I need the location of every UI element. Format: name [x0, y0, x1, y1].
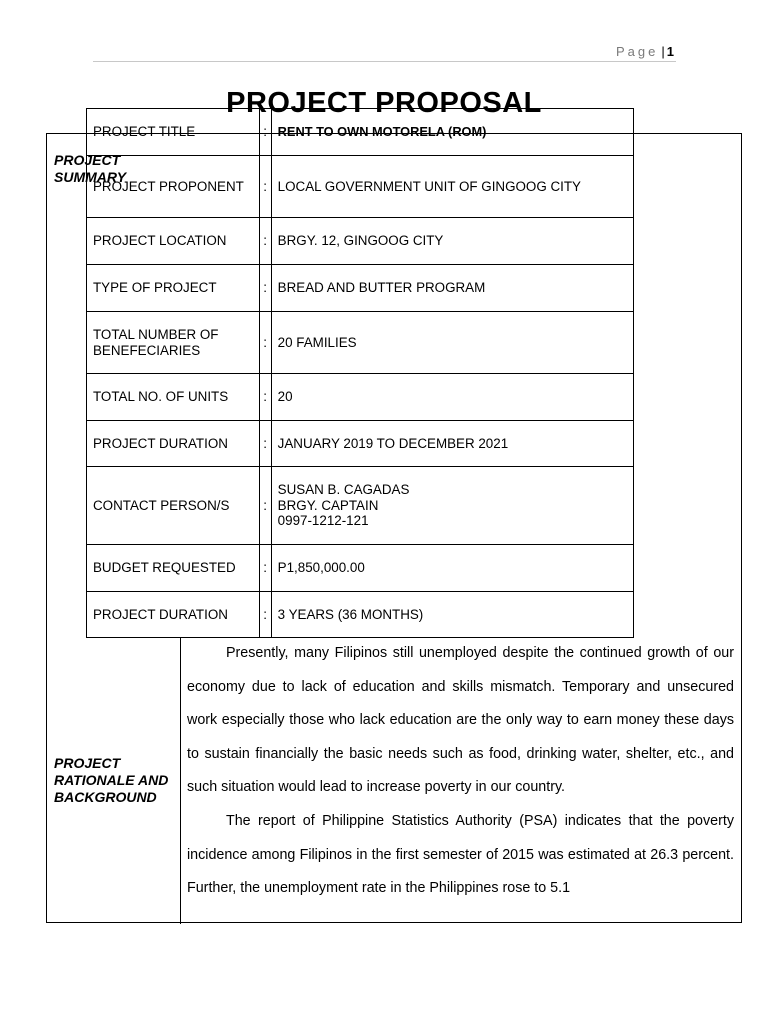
- row-colon: :: [259, 312, 271, 374]
- row-label: PROJECT LOCATION: [87, 218, 260, 265]
- row-value: 3 YEARS (36 MONTHS): [271, 592, 633, 638]
- row-colon: :: [259, 218, 271, 265]
- row-value-multiline: [271, 467, 633, 545]
- row-label: TOTAL NUMBER OF BENEFECIARIES: [87, 312, 260, 374]
- table-row: [87, 218, 634, 265]
- row-label: PROJECT PROPONENT: [87, 156, 260, 218]
- table-row: [87, 592, 634, 638]
- contact-position: BRGY. CAPTAIN: [277, 497, 379, 513]
- row-colon: :: [259, 374, 271, 421]
- rationale-text: [187, 637, 734, 906]
- row-colon: :: [259, 421, 271, 467]
- row-colon: :: [259, 467, 271, 545]
- row-value: RENT TO OWN MOTORELA (ROM): [271, 109, 633, 156]
- row-value: LOCAL GOVERNMENT UNIT OF GINGOOG CITY: [271, 156, 633, 218]
- row-label: PROJECT TITLE: [87, 109, 260, 156]
- contact-name: SUSAN B. CAGADAS: [277, 482, 410, 498]
- rationale-paragraph: Presently, many Filipinos still unemployed despite the continued growth of our economy due to lack of education and skills mismatch. Temporary and unsecured work especially those who lack education are the only way to earn money these days to sustain financially the basic needs such as food, drinking water, shelter, etc., and such situation would lead to increase poverty in our country.: [187, 645, 734, 796]
- document-title: PROJECT PROPOSAL: [226, 87, 542, 119]
- table-row: [87, 374, 634, 421]
- row-colon: :: [259, 592, 271, 638]
- table-row: [87, 156, 634, 218]
- section-divider: [180, 637, 181, 924]
- table-row: [87, 467, 634, 545]
- row-label: TOTAL NO. OF UNITS: [87, 374, 260, 421]
- page-separator: |: [661, 44, 665, 59]
- row-label: PROJECT DURATION: [87, 592, 260, 638]
- table-row: [87, 545, 634, 592]
- table-row: [87, 421, 634, 467]
- row-value: 20: [271, 374, 633, 421]
- row-value: JANUARY 2019 TO DECEMBER 2021: [271, 421, 633, 467]
- row-value: P1,850,000.00: [271, 545, 633, 592]
- row-label: TYPE OF PROJECT: [87, 265, 260, 312]
- project-summary-table: [86, 108, 634, 638]
- page-number-header: [616, 44, 674, 59]
- section-label-summary: PROJECT SUMMARY: [54, 152, 127, 185]
- row-colon: :: [259, 109, 271, 156]
- row-label: PROJECT DURATION: [87, 421, 260, 467]
- row-label: BUDGET REQUESTED: [87, 545, 260, 592]
- section-label-rationale: PROJECT RATIONALE AND BACKGROUND: [54, 755, 169, 805]
- row-colon: :: [259, 156, 271, 218]
- row-label: CONTACT PERSON/S: [87, 467, 260, 545]
- row-colon: :: [259, 545, 271, 592]
- row-value: BREAD AND BUTTER PROGRAM: [271, 265, 633, 312]
- row-colon: :: [259, 265, 271, 312]
- row-value: 20 FAMILIES: [271, 312, 633, 374]
- table-row: [87, 265, 634, 312]
- table-row: [87, 312, 634, 374]
- rationale-paragraph: The report of Philippine Statistics Authority (PSA) indicates that the poverty incidence among Filipinos in the first semester of 2015 was estimated at 26.3 percent. Further, the unemployment rate in the Philippines rose to 5.1: [187, 812, 734, 897]
- row-value: BRGY. 12, GINGOOG CITY: [271, 218, 633, 265]
- page-word: Page: [616, 44, 659, 59]
- contact-phone: 0997-1212-121: [277, 513, 369, 529]
- page-number: 1: [666, 44, 674, 59]
- header-divider: [93, 61, 676, 62]
